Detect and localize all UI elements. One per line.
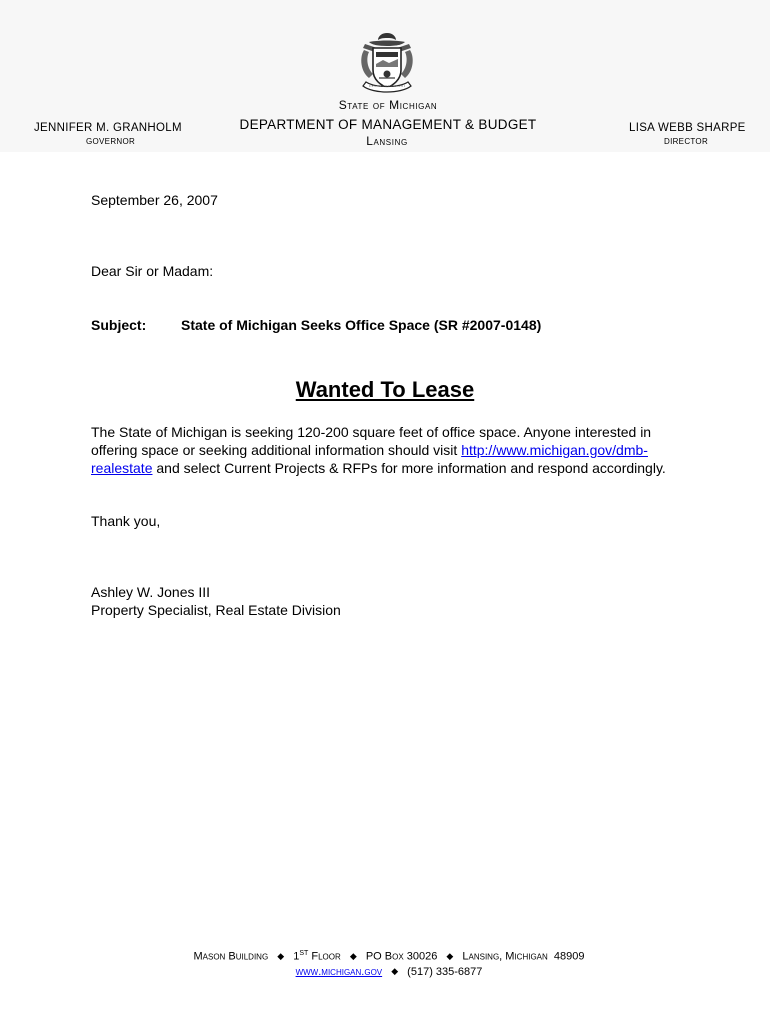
governor-title: GOVERNOR <box>86 137 136 146</box>
letterhead-department: DEPARTMENT OF MANAGEMENT & BUDGET <box>239 117 537 132</box>
subject-text: State of Michigan Seeks Office Space (SR #2007-0148) <box>181 317 542 333</box>
director-name: LISA WEBB SHARPE <box>629 122 746 134</box>
subject-label: Subject: <box>91 317 147 333</box>
diamond-bullet-icon: ◆ <box>446 950 454 961</box>
letterhead-city: Lansing <box>366 134 408 148</box>
director-title: DIRECTOR <box>664 137 709 146</box>
letter-body <box>91 423 691 477</box>
letterhead <box>0 0 770 152</box>
closing: Thank you, <box>91 513 161 529</box>
page-title: Wanted To Lease <box>295 377 475 402</box>
footer-city-state: Lansing, Michigan <box>462 950 548 963</box>
footer-phone: (517) 335-6877 <box>407 966 483 978</box>
footer-floor-number: 1 <box>293 950 300 963</box>
signer-title: Property Specialist, Real Estate Division <box>91 602 341 618</box>
realestate-link[interactable]: http://www.michigan.gov/dmb-realestate <box>91 442 648 476</box>
diamond-bullet-icon: ◆ <box>391 966 399 976</box>
footer-floor-word: Floor <box>311 950 341 963</box>
body-text-part2: and select Current Projects & RFPs for more information and respond accordingly. <box>152 460 666 476</box>
diamond-bullet-icon: ◆ <box>349 950 357 961</box>
signer-name: Ashley W. Jones III <box>91 584 211 600</box>
signature-block <box>91 583 341 619</box>
footer-website-link[interactable]: www.michigan.gov <box>295 966 383 978</box>
footer-floor-suffix: ST <box>299 950 309 957</box>
diamond-bullet-icon: ◆ <box>277 950 285 961</box>
salutation: Dear Sir or Madam: <box>91 263 214 279</box>
letterhead-state: State of Michigan <box>338 98 438 112</box>
footer-address <box>0 950 770 963</box>
governor-name: JENNIFER M. GRANHOLM <box>34 122 182 134</box>
footer-zip: 48909 <box>553 950 585 963</box>
michigan-seal-icon <box>355 30 419 98</box>
footer-building: Mason Building <box>193 950 269 963</box>
body-text-part1: The State of Michigan is seeking 120-200 square feet of office space. Anyone interested in offering space or seeking additional information should visit <box>91 424 652 458</box>
footer-po-box: PO Box 30026 <box>365 950 438 963</box>
letter-date: September 26, 2007 <box>91 192 218 208</box>
footer-contact <box>0 966 770 978</box>
